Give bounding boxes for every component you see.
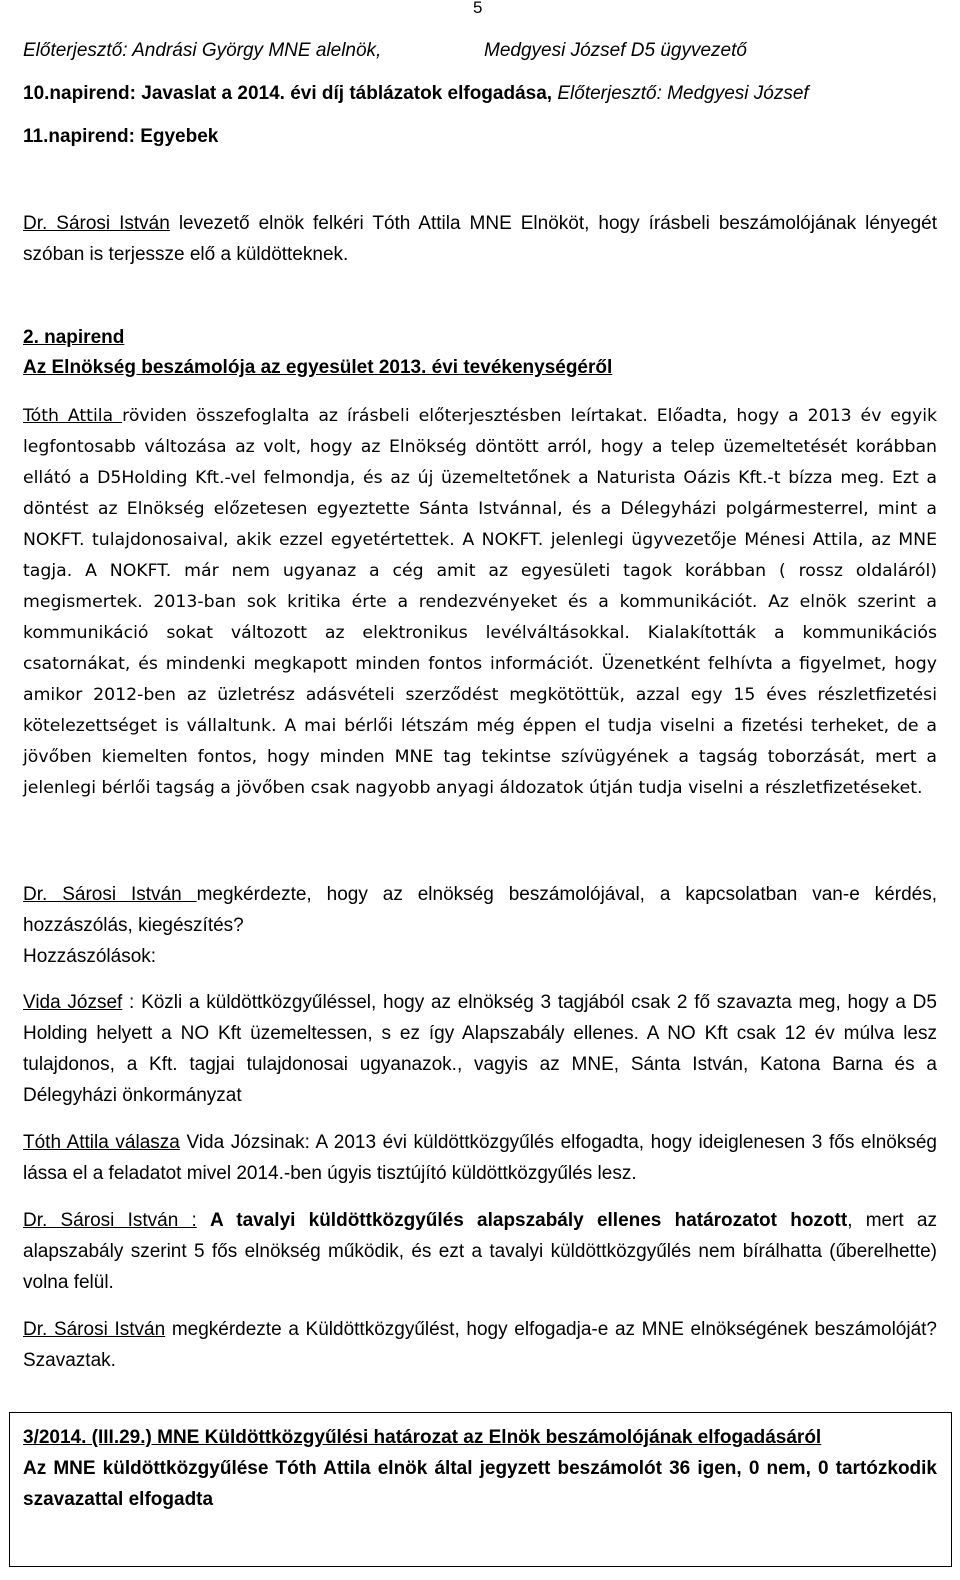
presenter-right: Medgyesi József D5 ügyvezető	[484, 40, 747, 61]
reply-toth	[23, 1127, 937, 1189]
vote-question-speaker: Dr. Sárosi István	[23, 1319, 166, 1340]
agenda-item-10	[23, 83, 809, 105]
comment-vida	[23, 987, 937, 1111]
agenda-item-11: 11.napirend: Egyebek	[23, 126, 219, 147]
intro-text: levezető elnök felkéri Tóth Attila MNE Elnököt, hogy írásbeli beszámolójának lényegét szóban is terjessze elő a küldötteknek.	[23, 213, 937, 265]
comment-vida-speaker: Vida József	[23, 992, 123, 1013]
section-subheading-text: Az Elnökség beszámolója az egyesület 2013. évi tevékenységéről	[23, 357, 613, 378]
report-text: röviden összefoglalta az írásbeli előterjesztésben leírtakat. Előadta, hogy a 2013 év egyik legfontosabb változása az volt, hogy az Elnökség döntött arról, hogy a telep üzemeltetését korábban ellátó a D5Holding Kft.-vel felmondja, és az új üzemeltetőnek a Naturista Oázis Kft.-t bízza meg. Ezt a döntést az Elnökség előzetesen egyeztette Sánta Istvánnal, és a Délegyházi polgármesterrel, mint a NOKFT. tulajdonosaival, akik ezzel egyetértettek. A NOKFT. jelenlegi ügyvezetője Ménesi Attila, az MNE tagja. A NOKFT. már nem ugyanaz a cég amit az egyesületi tagok korábban ( rossz oldaláról) megismertek. 2013-ban sok kritika érte a rendezvényeket és a kommunikációt. Az elnök szerint a kommunikáció sokat változott az elektronikus levélváltásokkal. Kialakították a kommunikációs csatornákat, és mindenki megkapott minden fontos információt. Üzenetként felhívta a figyelmet, hogy amikor 2012-ben az üzletrész adásvételi szerződést megkötöttük, azzal egy 15 éves részletfizetési kötelezettséget is vállaltunk. A mai bérlői létszám még éppen el tudja viselni a fizetési terheket, de a jövőben kiemelten fontos, hogy minden MNE tag tekintse szívügyének a tagság toborzását, mert a jelenlegi bérlői tagság a jövőben csak nagyobb anyagi áldozatok útján tudja viselni a részletfizetéseket.	[23, 406, 938, 798]
statement-sarosi-bold: A tavalyi küldöttközgyűlés alapszabály ellenes határozatot hozott	[210, 1210, 848, 1231]
decision-content	[23, 1422, 937, 1515]
question-paragraph	[23, 879, 937, 972]
reply-toth-text: Vida Józsinak: A 2013 évi küldöttközgyűlés elfogadta, hogy ideiglenesen 3 fős elnökség lássa el a feladatot mivel 2014.-ben úgyis tisztújító küldöttközgyűlés lesz.	[23, 1132, 937, 1184]
statement-sarosi-text: , mert az alapszabály szerint 5 fős elnökség működik, és ezt a tavalyi küldöttközgyűlés nem bírálhatta (űberelhette) volna felül.	[23, 1210, 937, 1293]
intro-paragraph	[23, 208, 937, 270]
statement-sarosi-speaker: Dr. Sárosi István :	[23, 1210, 197, 1231]
decision-text: Az MNE küldöttközgyűlése Tóth Attila elnök által jegyzett beszámolót 36 igen, 0 nem, 0 tartózkodik szavazattal elfogadta	[23, 1458, 937, 1510]
comments-label: Hozzászólások:	[23, 946, 157, 967]
section-heading: 2. napirend	[23, 327, 125, 348]
page-number: 5	[473, 0, 483, 17]
vote-question	[23, 1314, 937, 1376]
report-speaker: Tóth Attila	[23, 406, 123, 426]
reply-toth-speaker: Tóth Attila válasza	[23, 1132, 180, 1153]
question-speaker: Dr. Sárosi István	[23, 884, 197, 905]
agenda-item-10-label: 10.napirend: Javaslat a 2014. évi díj táblázatok elfogadása,	[23, 83, 553, 104]
decision-title: 3/2014. (III.29.) MNE Küldöttközgyűlési határozat az Elnök beszámolójának elfogadásáról	[23, 1427, 822, 1448]
question-text: megkérdezte, hogy az elnökség beszámolójával, a kapcsolatban van-e kérdés, hozzászólás, kiegészítés?	[23, 884, 937, 936]
statement-sarosi	[23, 1205, 937, 1298]
report-paragraph	[23, 401, 937, 804]
comment-vida-text: : Közli a küldöttközgyűléssel, hogy az elnökség 3 tagjából csak 2 fő szavazta meg, hogy a D5 Holding helyett a NO Kft üzemeltessen, s ez így Alapszabály ellenes. A NO Kft csak 12 év múlva lesz tulajdonos, a Kft. tagjai tulajdonosai ugyanazok., vagyis az MNE, Sánta István, Katona Barna és a Délegyházi önkormányzat	[23, 992, 937, 1106]
presenter-left: Előterjesztő: Andrási György MNE alelnök,	[23, 40, 382, 61]
section-subheading	[23, 357, 612, 379]
chair-name: Dr. Sárosi István	[23, 213, 170, 234]
agenda-item-10-presenter: Előterjesztő: Medgyesi József	[552, 83, 809, 104]
vote-question-text: megkérdezte a Küldöttközgyűlést, hogy elfogadja-e az MNE elnökségének beszámolóját? Szavaztak.	[23, 1319, 937, 1371]
